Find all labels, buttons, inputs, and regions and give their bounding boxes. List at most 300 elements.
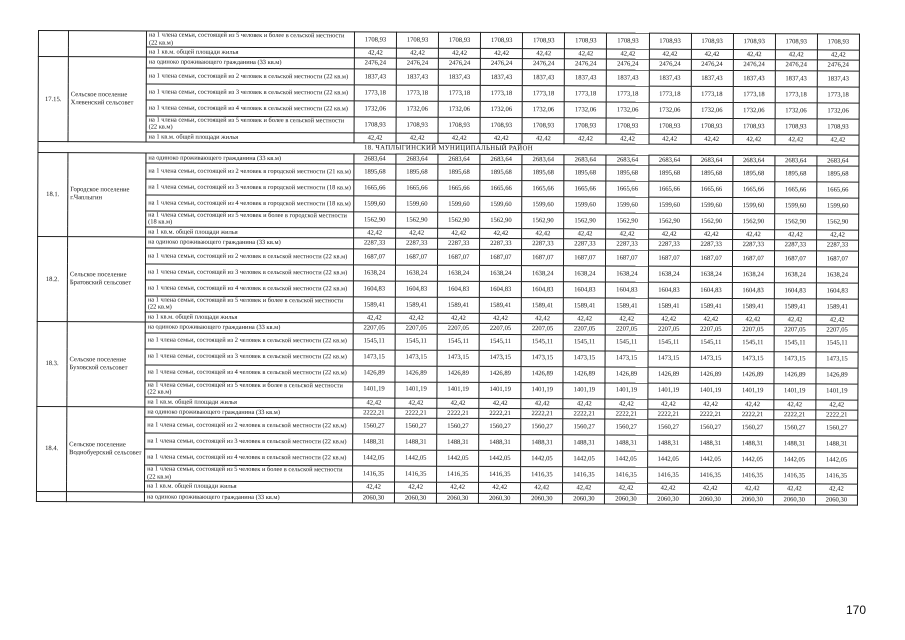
cost-value-cell: 42,42 [605, 398, 647, 409]
cost-value-cell: 2222,21 [395, 408, 437, 419]
cost-value-cell: 2060,30 [521, 493, 563, 504]
cost-value-cell: 1473,15 [521, 350, 563, 366]
cost-value-cell: 1708,93 [481, 32, 523, 48]
cost-value-cell: 1638,24 [606, 266, 648, 282]
settlement-name [66, 491, 144, 502]
cost-value-cell: 1773,18 [354, 85, 396, 101]
settlement-number [38, 31, 68, 58]
cost-value-cell: 42,42 [396, 133, 438, 144]
norm-description: на одиноко проживающего гражданина (33 кв.м) [146, 237, 354, 248]
cost-value-cell: 1708,93 [817, 34, 859, 50]
cost-value-cell: 1604,83 [648, 282, 690, 298]
cost-value-cell: 42,42 [439, 48, 481, 59]
cost-value-cell: 1837,43 [480, 69, 522, 85]
cost-value-cell: 42,42 [521, 398, 563, 409]
cost-value-cell: 1426,89 [437, 366, 479, 382]
cost-value-cell: 1638,24 [774, 266, 816, 282]
cost-value-cell: 42,42 [480, 133, 522, 144]
cost-value-cell: 1599,60 [396, 196, 438, 212]
cost-value-cell: 42,42 [691, 134, 733, 145]
cost-value-cell: 1708,93 [607, 33, 649, 49]
cost-value-cell: 1708,93 [438, 117, 480, 133]
cost-value-cell: 1416,35 [605, 467, 647, 483]
cost-value-cell: 42,42 [479, 313, 521, 324]
cost-value-cell: 1488,31 [816, 436, 858, 452]
cost-value-cell: 1665,66 [480, 180, 522, 196]
cost-value-cell: 1773,18 [523, 85, 565, 101]
cost-value-cell: 1416,35 [647, 467, 689, 483]
cost-value-cell: 1708,93 [775, 118, 817, 134]
cost-value-cell: 1687,07 [522, 249, 564, 265]
cost-value-cell: 1442,05 [353, 450, 395, 466]
settlement-number: 18.4. [36, 406, 66, 491]
cost-value-cell: 2683,64 [438, 154, 480, 165]
cost-value-cell: 2287,33 [732, 240, 774, 251]
cost-value-cell: 1604,83 [606, 282, 648, 298]
cost-value-cell: 2476,24 [523, 59, 565, 70]
cost-value-cell: 1732,06 [817, 103, 859, 119]
cost-value-cell: 1562,90 [480, 212, 522, 228]
cost-value-cell: 1708,93 [691, 33, 733, 49]
norm-description: на 1 кв.м. общей площади жилья [145, 396, 353, 407]
cost-value-cell: 1708,93 [733, 118, 775, 134]
cost-value-cell: 1599,60 [606, 197, 648, 213]
cost-value-cell: 2476,24 [481, 59, 523, 70]
cost-value-cell: 1416,35 [731, 468, 773, 484]
cost-value-cell: 1426,89 [353, 365, 395, 381]
section-title: 18. ЧАПЛЫГИНСКИЙ МУНИЦИПАЛЬНЫЙ РАЙОН [38, 142, 859, 156]
cost-value-cell: 1837,43 [691, 70, 733, 86]
cost-value-cell: 1599,60 [564, 197, 606, 213]
cost-value-cell: 2476,24 [396, 58, 438, 69]
cost-value-cell: 1545,11 [521, 334, 563, 350]
cost-value-cell: 1604,83 [353, 281, 395, 297]
cost-value-cell: 1562,90 [438, 212, 480, 228]
cost-value-cell: 42,42 [564, 134, 606, 145]
cost-value-cell: 1488,31 [521, 435, 563, 451]
cost-value-cell: 1599,60 [690, 197, 732, 213]
cost-value-cell: 42,42 [522, 133, 564, 144]
cost-value-cell: 2683,64 [775, 155, 817, 166]
cost-value-cell: 42,42 [523, 49, 565, 60]
cost-value-cell: 1560,27 [774, 420, 816, 436]
cost-value-cell: 42,42 [816, 230, 858, 241]
cost-value-cell: 2207,05 [606, 324, 648, 335]
cost-value-cell: 42,42 [396, 228, 438, 239]
cost-value-cell: 42,42 [522, 229, 564, 240]
cost-value-cell: 2476,24 [649, 60, 691, 71]
cost-value-cell: 1562,90 [354, 212, 396, 228]
cost-value-cell: 1560,27 [521, 419, 563, 435]
norm-description: на 1 члена семьи, состоящей из 5 человек и более в сельской местности (22 кв.м) [145, 380, 353, 397]
norm-description: на 1 члена семьи, состоящей из 3 человек в сельской местности (22 кв.м) [145, 264, 353, 281]
cost-value-cell: 1473,15 [774, 351, 816, 367]
norm-description: на одиноко проживающего гражданина (33 кв.м) [144, 492, 352, 503]
cost-value-cell: 1687,07 [480, 249, 522, 265]
cost-value-cell: 2207,05 [479, 324, 521, 335]
cost-value-cell: 1687,07 [438, 249, 480, 265]
cost-value-cell: 1426,89 [605, 366, 647, 382]
cost-value-cell: 42,42 [690, 314, 732, 325]
cost-value-cell: 1442,05 [773, 452, 815, 468]
cost-value-cell: 2207,05 [564, 324, 606, 335]
cost-value-cell: 2476,24 [733, 60, 775, 71]
cost-value-cell: 42,42 [816, 315, 858, 326]
cost-value-cell: 1473,15 [816, 351, 858, 367]
cost-value-cell: 1589,41 [395, 297, 437, 313]
cost-value-cell: 1401,19 [732, 383, 774, 399]
cost-value-cell: 1638,24 [353, 265, 395, 281]
cost-value-cell: 1638,24 [480, 265, 522, 281]
cost-value-cell: 42,42 [606, 134, 648, 145]
cost-value-cell: 1604,83 [395, 281, 437, 297]
cost-value-cell: 1773,18 [480, 85, 522, 101]
cost-value-cell: 1589,41 [690, 298, 732, 314]
cost-value-cell: 1665,66 [732, 181, 774, 197]
cost-value-cell: 1732,06 [354, 101, 396, 117]
cost-value-cell: 2222,21 [437, 408, 479, 419]
cost-value-cell: 42,42 [689, 399, 731, 410]
cost-value-cell: 2060,30 [605, 494, 647, 505]
cost-value-cell: 2222,21 [479, 408, 521, 419]
cost-value-cell: 1837,43 [649, 70, 691, 86]
cost-value-cell: 1401,19 [647, 383, 689, 399]
cost-value-cell: 1773,18 [607, 86, 649, 102]
cost-value-cell: 1604,83 [522, 281, 564, 297]
cost-value-cell: 1604,83 [437, 281, 479, 297]
cost-value-cell: 1442,05 [521, 451, 563, 467]
cost-value-cell: 1687,07 [690, 250, 732, 266]
cost-value-cell: 1687,07 [353, 249, 395, 265]
cost-value-cell: 42,42 [353, 397, 395, 408]
cost-value-cell: 1665,66 [648, 181, 690, 197]
cost-value-cell: 2060,30 [479, 493, 521, 504]
cost-value-cell: 1732,06 [691, 102, 733, 118]
cost-value-cell: 1473,15 [353, 349, 395, 365]
cost-value-cell: 2207,05 [521, 324, 563, 335]
cost-value-cell: 1426,89 [521, 366, 563, 382]
cost-value-cell: 1545,11 [437, 334, 479, 350]
cost-value-cell: 1488,31 [395, 434, 437, 450]
cost-value-cell: 1560,27 [689, 420, 731, 436]
cost-value-cell: 1732,06 [607, 102, 649, 118]
cost-value-cell: 42,42 [817, 50, 859, 61]
cost-value-cell: 1638,24 [690, 266, 732, 282]
cost-value-cell: 42,42 [395, 398, 437, 409]
cost-value-cell: 2476,24 [607, 59, 649, 70]
settlement-name: Городское поселение г.Чаплыгин [68, 152, 146, 237]
cost-value-cell: 1560,27 [605, 419, 647, 435]
cost-value-cell: 1562,90 [606, 213, 648, 229]
cost-value-cell: 1895,68 [817, 166, 859, 182]
cost-value-cell: 2683,64 [564, 154, 606, 165]
cost-value-cell: 1732,06 [480, 101, 522, 117]
cost-value-cell: 1895,68 [690, 165, 732, 181]
cost-value-cell: 1732,06 [733, 102, 775, 118]
cost-value-cell: 1401,19 [353, 381, 395, 397]
cost-value-cell: 2207,05 [816, 325, 858, 336]
settlement-number [36, 491, 66, 502]
cost-value-cell: 1638,24 [522, 265, 564, 281]
cost-value-cell: 1773,18 [649, 86, 691, 102]
cost-value-cell: 2476,24 [438, 59, 480, 70]
cost-value-cell: 1442,05 [815, 452, 857, 468]
cost-value-cell: 2287,33 [816, 240, 858, 251]
cost-value-cell: 1560,27 [437, 419, 479, 435]
cost-value-cell: 1562,90 [648, 213, 690, 229]
cost-value-cell: 1604,83 [480, 281, 522, 297]
cost-value-cell: 1589,41 [437, 297, 479, 313]
cost-value-cell: 1837,43 [817, 71, 859, 87]
cost-value-cell: 1599,60 [354, 196, 396, 212]
cost-value-cell: 1708,93 [354, 32, 396, 48]
cost-value-cell: 1545,11 [563, 334, 605, 350]
cost-value-cell: 42,42 [689, 484, 731, 495]
cost-value-cell: 1638,24 [564, 266, 606, 282]
cost-value-cell: 42,42 [438, 228, 480, 239]
cost-value-cell: 1599,60 [648, 197, 690, 213]
settlement-number: 18.2. [37, 237, 67, 322]
cost-value-cell: 42,42 [522, 313, 564, 324]
cost-value-cell: 42,42 [605, 483, 647, 494]
cost-value-cell: 1604,83 [774, 282, 816, 298]
norm-description: на 1 члена семьи, состоящей из 3 человек в сельской местности (22 кв.м) [145, 433, 353, 450]
cost-value-cell: 1560,27 [479, 419, 521, 435]
cost-value-cell: 2222,21 [732, 409, 774, 420]
cost-value-cell: 2287,33 [438, 239, 480, 250]
cost-value-cell: 1488,31 [437, 435, 479, 451]
cost-value-cell: 2287,33 [606, 239, 648, 250]
cost-value-cell: 42,42 [733, 50, 775, 61]
cost-value-cell: 1416,35 [563, 467, 605, 483]
cost-value-cell: 1589,41 [522, 297, 564, 313]
cost-value-cell: 1589,41 [732, 298, 774, 314]
cost-value-cell: 1401,19 [437, 382, 479, 398]
tariff-table [36, 30, 860, 506]
cost-value-cell: 1426,89 [563, 366, 605, 382]
cost-value-cell: 1687,07 [732, 250, 774, 266]
cost-value-cell: 42,42 [354, 228, 396, 239]
cost-value-cell: 1488,31 [689, 436, 731, 452]
cost-value-cell: 42,42 [564, 229, 606, 240]
cost-value-cell: 42,42 [479, 483, 521, 494]
norm-description: на 1 члена семьи, состоящей из 3 человек в сельской местности (22 кв.м) [145, 348, 353, 365]
cost-value-cell: 1837,43 [354, 69, 396, 85]
cost-value-cell: 1488,31 [773, 436, 815, 452]
cost-value-cell: 1545,11 [732, 335, 774, 351]
cost-value-cell: 1837,43 [565, 70, 607, 86]
cost-value-cell: 1562,90 [732, 213, 774, 229]
cost-value-cell: 1708,93 [649, 118, 691, 134]
cost-value-cell: 2222,21 [689, 409, 731, 420]
norm-description: на одиноко проживающего гражданина (33 кв.м) [146, 153, 354, 164]
norm-description: на 1 члена семьи, состоящей из 2 человек в сельской местности (22 кв.м) [145, 417, 353, 434]
cost-value-cell: 1895,68 [648, 165, 690, 181]
settlement-name: Сельское поселение Братовский сельсовет [67, 237, 145, 322]
norm-description: на 1 члена семьи, состоящей из 3 человек в сельской местности (22 кв.м) [146, 84, 354, 101]
cost-value-cell: 1732,06 [775, 102, 817, 118]
cost-value-cell: 1837,43 [775, 70, 817, 86]
cost-value-cell: 1732,06 [565, 102, 607, 118]
cost-value-cell: 1426,89 [816, 367, 858, 383]
cost-value-cell: 2287,33 [522, 239, 564, 250]
cost-value-cell: 42,42 [479, 398, 521, 409]
cost-value-cell: 2207,05 [395, 323, 437, 334]
cost-value-cell: 2060,30 [647, 494, 689, 505]
cost-value-cell: 1589,41 [353, 297, 395, 313]
norm-description: на 1 члена семьи, состоящей из 4 человек в сельской местности (22 кв.м) [145, 280, 353, 297]
cost-value-cell: 1773,18 [438, 85, 480, 101]
norm-description: на 1 кв.м. общей площади жилья [146, 227, 354, 238]
cost-value-cell: 2207,05 [353, 323, 395, 334]
cost-value-cell: 2476,24 [354, 58, 396, 69]
norm-description: на 1 члена семьи, состоящей из 2 человек в сельской местности (22 кв.м) [145, 332, 353, 349]
cost-value-cell: 1426,89 [732, 367, 774, 383]
cost-value-cell: 2222,21 [816, 410, 858, 421]
cost-value-cell: 42,42 [438, 133, 480, 144]
cost-value-cell: 42,42 [731, 484, 773, 495]
cost-value-cell: 42,42 [649, 134, 691, 145]
norm-description: на 1 члена семьи, состоящей из 5 человек и более в сельской местности (22 кв.м) [146, 31, 354, 48]
cost-value-cell: 2207,05 [437, 323, 479, 334]
cost-value-cell: 42,42 [481, 48, 523, 59]
cost-value-cell: 42,42 [607, 49, 649, 60]
cost-value-cell: 42,42 [648, 314, 690, 325]
norm-description: на 1 члена семьи, состоящей из 5 человек и более в городской местности (18 кв.м) [146, 211, 354, 228]
cost-value-cell: 1488,31 [563, 435, 605, 451]
cost-value-cell: 1473,15 [563, 350, 605, 366]
cost-value-cell: 1442,05 [689, 452, 731, 468]
cost-value-cell: 1708,93 [564, 118, 606, 134]
cost-value-cell: 42,42 [353, 313, 395, 324]
cost-value-cell: 1416,35 [521, 467, 563, 483]
cost-value-cell: 1638,24 [648, 266, 690, 282]
cost-value-cell: 2683,64 [817, 155, 859, 166]
cost-value-cell: 1589,41 [648, 298, 690, 314]
cost-value-cell: 2476,24 [565, 59, 607, 70]
cost-value-cell: 1562,90 [816, 214, 858, 230]
cost-value-cell: 1545,11 [816, 335, 858, 351]
page-number: 170 [846, 603, 867, 617]
cost-value-cell: 1665,66 [690, 181, 732, 197]
cost-value-cell: 1895,68 [396, 164, 438, 180]
cost-value-cell: 2060,30 [773, 494, 815, 505]
cost-value-cell: 1560,27 [395, 418, 437, 434]
cost-value-cell: 2476,24 [817, 60, 859, 71]
cost-value-cell: 42,42 [817, 135, 859, 146]
cost-value-cell: 1895,68 [522, 165, 564, 181]
cost-value-cell: 1687,07 [606, 250, 648, 266]
norm-description: на 1 члена семьи, состоящей из 5 человек и более в сельской местности (22 кв.м) [145, 296, 353, 313]
cost-value-cell: 1426,89 [479, 366, 521, 382]
cost-value-cell: 1708,93 [354, 117, 396, 133]
cost-value-cell: 1488,31 [353, 434, 395, 450]
cost-value-cell: 42,42 [691, 49, 733, 60]
cost-value-cell: 2060,30 [731, 494, 773, 505]
cost-value-cell: 2060,30 [689, 494, 731, 505]
cost-value-cell: 1416,35 [479, 467, 521, 483]
cost-value-cell: 1895,68 [606, 165, 648, 181]
cost-value-cell: 1732,06 [522, 101, 564, 117]
cost-value-cell: 1426,89 [648, 367, 690, 383]
cost-value-cell: 1560,27 [816, 420, 858, 436]
cost-value-cell: 42,42 [775, 50, 817, 61]
cost-value-cell: 1589,41 [816, 299, 858, 315]
cost-value-cell: 2222,21 [647, 409, 689, 420]
cost-value-cell: 42,42 [521, 483, 563, 494]
cost-value-cell: 1426,89 [774, 367, 816, 383]
cost-value-cell: 1545,11 [774, 335, 816, 351]
settlement-number: 17.15. [38, 57, 68, 142]
cost-value-cell: 42,42 [815, 484, 857, 495]
cost-value-cell: 1473,15 [690, 351, 732, 367]
cost-value-cell: 1599,60 [817, 198, 859, 214]
cost-value-cell: 42,42 [647, 399, 689, 410]
cost-value-cell: 1560,27 [353, 418, 395, 434]
cost-value-cell: 2060,30 [815, 495, 857, 506]
cost-value-cell: 1416,35 [395, 466, 437, 482]
cost-value-cell: 1773,18 [565, 86, 607, 102]
cost-value-cell: 1687,07 [564, 250, 606, 266]
cost-value-cell: 1589,41 [606, 298, 648, 314]
cost-value-cell: 1665,66 [396, 180, 438, 196]
cost-value-cell: 42,42 [437, 313, 479, 324]
cost-value-cell: 1665,66 [522, 181, 564, 197]
norm-description: на 1 кв.м. общей площади жилья [146, 132, 354, 143]
cost-value-cell: 1895,68 [733, 165, 775, 181]
cost-value-cell: 1560,27 [731, 420, 773, 436]
cost-value-cell: 42,42 [480, 228, 522, 239]
cost-value-cell: 1837,43 [733, 70, 775, 86]
cost-value-cell: 2222,21 [774, 410, 816, 421]
cost-value-cell: 2476,24 [775, 60, 817, 71]
cost-value-cell: 1895,68 [480, 164, 522, 180]
cost-value-cell: 42,42 [775, 134, 817, 145]
cost-value-cell: 42,42 [563, 483, 605, 494]
cost-value-cell: 1401,19 [521, 382, 563, 398]
settlement-name: Сельское поселение Воднобуерский сельсовет [66, 407, 144, 492]
cost-value-cell: 1401,19 [563, 382, 605, 398]
cost-value-cell: 42,42 [354, 133, 396, 144]
cost-value-cell: 42,42 [352, 482, 394, 493]
cost-value-cell: 1426,89 [395, 366, 437, 382]
cost-value-cell: 2207,05 [648, 324, 690, 335]
cost-value-cell: 2476,24 [691, 60, 733, 71]
cost-value-cell: 2683,64 [522, 154, 564, 165]
cost-value-cell: 2683,64 [606, 155, 648, 166]
cost-value-cell: 2207,05 [732, 325, 774, 336]
cost-value-cell: 2222,21 [605, 409, 647, 420]
cost-value-cell: 42,42 [732, 229, 774, 240]
cost-value-cell: 2222,21 [353, 408, 395, 419]
cost-value-cell: 1473,15 [606, 350, 648, 366]
cost-value-cell: 1687,07 [816, 251, 858, 267]
cost-value-cell: 1545,11 [479, 334, 521, 350]
cost-value-cell: 1545,11 [648, 335, 690, 351]
cost-value-cell: 1708,93 [775, 34, 817, 50]
cost-value-cell: 1416,35 [773, 468, 815, 484]
cost-value-cell: 1732,06 [438, 101, 480, 117]
cost-value-cell: 1773,18 [733, 86, 775, 102]
norm-description: на 1 члена семьи, состоящей из 5 человек и более в сельской местности (22 кв.м) [146, 116, 354, 133]
cost-value-cell: 1638,24 [395, 265, 437, 281]
cost-value-cell: 1401,19 [816, 383, 858, 399]
cost-value-cell: 1708,93 [607, 118, 649, 134]
cost-value-cell: 2683,64 [691, 155, 733, 166]
cost-value-cell: 1837,43 [607, 70, 649, 86]
cost-value-cell: 42,42 [816, 399, 858, 410]
cost-value-cell: 1589,41 [564, 298, 606, 314]
